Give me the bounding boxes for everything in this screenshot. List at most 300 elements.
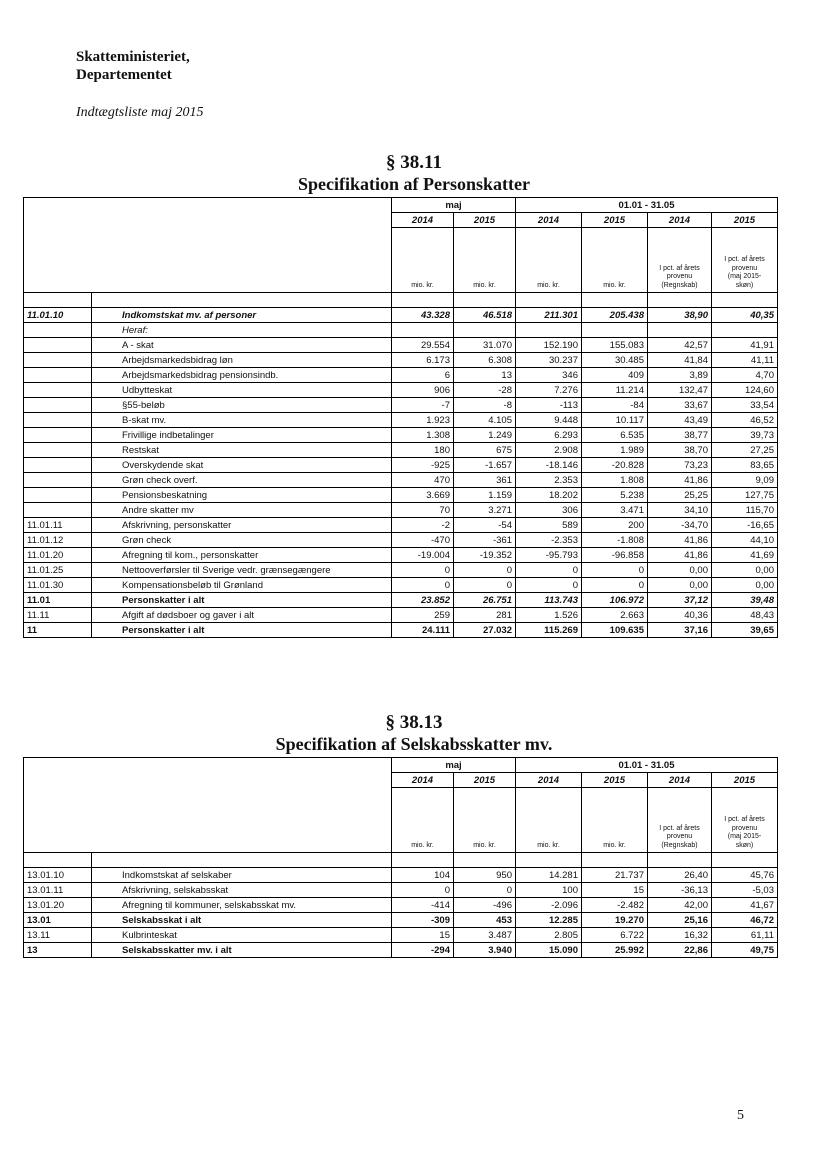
row-value: 16,32	[648, 928, 712, 943]
row-value: 43,49	[648, 413, 712, 428]
row-value: 33,67	[648, 398, 712, 413]
row-value: 6.173	[392, 353, 454, 368]
row-value: 39,48	[712, 593, 778, 608]
row-value: 61,11	[712, 928, 778, 943]
row-code	[24, 443, 92, 458]
row-value: 41,69	[712, 548, 778, 563]
row-value: 106.972	[582, 593, 648, 608]
row-value: 6	[392, 368, 454, 383]
row-code	[24, 368, 92, 383]
row-value: 40,35	[712, 308, 778, 323]
header-group-period: 01.01 - 31.05	[516, 758, 778, 773]
spacer-cell	[392, 293, 454, 308]
spacer-cell	[582, 293, 648, 308]
row-value: 306	[516, 503, 582, 518]
row-value: 9.448	[516, 413, 582, 428]
row-value: -28	[454, 383, 516, 398]
spacer-cell	[92, 293, 392, 308]
row-label: Nettooverførsler til Sverige vedr. grænsegængere	[92, 563, 392, 578]
header-year: 2015	[454, 773, 516, 788]
row-value: -925	[392, 458, 454, 473]
row-label: Personskatter i alt	[92, 623, 392, 638]
row-value: -1.657	[454, 458, 516, 473]
row-value: 39,73	[712, 428, 778, 443]
header-unit: mio. kr.	[454, 788, 516, 853]
row-code: 11.01	[24, 593, 92, 608]
row-value: 3.669	[392, 488, 454, 503]
row-value: 42,57	[648, 338, 712, 353]
row-value: 41,84	[648, 353, 712, 368]
row-value: 24.111	[392, 623, 454, 638]
header-year: 2014	[516, 213, 582, 228]
row-value: 0	[454, 578, 516, 593]
row-value: 26,40	[648, 868, 712, 883]
row-value: 12.285	[516, 913, 582, 928]
row-label: Selskabsskat i alt	[92, 913, 392, 928]
spacer-cell	[92, 853, 392, 868]
header-year: 2014	[392, 773, 454, 788]
row-value: 15.090	[516, 943, 582, 958]
row-value: 49,75	[712, 943, 778, 958]
row-value: 46,52	[712, 413, 778, 428]
row-value: 38,90	[648, 308, 712, 323]
row-value: 3.487	[454, 928, 516, 943]
row-value: -54	[454, 518, 516, 533]
table-row	[24, 428, 778, 443]
row-value: 113.743	[516, 593, 582, 608]
row-value: 9,09	[712, 473, 778, 488]
row-value: 361	[454, 473, 516, 488]
row-value: 0	[454, 883, 516, 898]
row-value: -470	[392, 533, 454, 548]
row-label: Arbejdsmarkedsbidrag pensionsindb.	[92, 368, 392, 383]
row-value: -113	[516, 398, 582, 413]
header-year: 2015	[712, 773, 778, 788]
row-value: 0	[392, 563, 454, 578]
row-value: 2.908	[516, 443, 582, 458]
row-value: 41,67	[712, 898, 778, 913]
table-row	[24, 548, 778, 563]
header-unit: mio. kr.	[516, 228, 582, 293]
row-value: 48,43	[712, 608, 778, 623]
table-row	[24, 608, 778, 623]
row-value: 44,10	[712, 533, 778, 548]
row-value: -19.004	[392, 548, 454, 563]
row-label: Personskatter i alt	[92, 593, 392, 608]
row-value: 0	[392, 578, 454, 593]
row-value: 205.438	[582, 308, 648, 323]
row-label: Indkomstskat mv. af personer	[92, 308, 392, 323]
row-value: 25,16	[648, 913, 712, 928]
row-value: 11.214	[582, 383, 648, 398]
row-label: Frivillige indbetalinger	[92, 428, 392, 443]
row-code	[24, 383, 92, 398]
row-value: -8	[454, 398, 516, 413]
table-row	[24, 323, 778, 338]
row-value: 7.276	[516, 383, 582, 398]
row-value: 0	[582, 578, 648, 593]
header-year: 2014	[648, 213, 712, 228]
row-label: Restskat	[92, 443, 392, 458]
row-value: 453	[454, 913, 516, 928]
header-unit: mio. kr.	[392, 788, 454, 853]
row-code: 13.01	[24, 913, 92, 928]
table-row	[24, 353, 778, 368]
table-row	[24, 503, 778, 518]
section1-heading	[0, 152, 828, 194]
row-label: A - skat	[92, 338, 392, 353]
row-value: -20.828	[582, 458, 648, 473]
row-value: -414	[392, 898, 454, 913]
row-value: -361	[454, 533, 516, 548]
header-year: 2015	[582, 773, 648, 788]
table-row	[24, 383, 778, 398]
row-value: 155.083	[582, 338, 648, 353]
row-value: -1.808	[582, 533, 648, 548]
row-code: 11.01.11	[24, 518, 92, 533]
row-value: 104	[392, 868, 454, 883]
row-value: 26.751	[454, 593, 516, 608]
table-row	[24, 458, 778, 473]
row-code	[24, 503, 92, 518]
row-label: Kompensationsbeløb til Grønland	[92, 578, 392, 593]
row-label: Udbytteskat	[92, 383, 392, 398]
row-code: 13.11	[24, 928, 92, 943]
row-value: 27,25	[712, 443, 778, 458]
spacer-cell	[24, 853, 92, 868]
row-value: 1.526	[516, 608, 582, 623]
row-value: 15	[582, 883, 648, 898]
row-value: 0	[516, 578, 582, 593]
header-blank	[24, 198, 392, 293]
row-value: 180	[392, 443, 454, 458]
row-code	[24, 338, 92, 353]
row-value: -84	[582, 398, 648, 413]
row-value	[392, 323, 454, 338]
row-value: -496	[454, 898, 516, 913]
row-value	[712, 323, 778, 338]
header-year: 2015	[582, 213, 648, 228]
table-row	[24, 883, 778, 898]
row-code: 13.01.20	[24, 898, 92, 913]
row-value: 38,70	[648, 443, 712, 458]
table-row	[24, 473, 778, 488]
header-group-period: 01.01 - 31.05	[516, 198, 778, 213]
row-value	[516, 323, 582, 338]
row-value: 70	[392, 503, 454, 518]
spacer-row	[24, 293, 778, 308]
row-value: -95.793	[516, 548, 582, 563]
row-value	[648, 323, 712, 338]
row-value: 115,70	[712, 503, 778, 518]
row-value: 132,47	[648, 383, 712, 398]
table-row	[24, 308, 778, 323]
row-label: Pensionsbeskatning	[92, 488, 392, 503]
section1-number: § 38.11	[386, 152, 442, 173]
spacer-cell	[582, 853, 648, 868]
row-value: -2.096	[516, 898, 582, 913]
row-value: 1.808	[582, 473, 648, 488]
spacer-cell	[712, 293, 778, 308]
header-blank	[24, 758, 392, 853]
section2-title: Specifikation af Selskabsskatter mv.	[275, 734, 553, 754]
row-value: -2.353	[516, 533, 582, 548]
row-value: 41,91	[712, 338, 778, 353]
row-value: 1.308	[392, 428, 454, 443]
table-row	[24, 443, 778, 458]
row-value: 470	[392, 473, 454, 488]
table-row	[24, 338, 778, 353]
row-value: 115.269	[516, 623, 582, 638]
row-value: 281	[454, 608, 516, 623]
row-code	[24, 353, 92, 368]
row-value: 1.249	[454, 428, 516, 443]
row-label: Afskrivning, personskatter	[92, 518, 392, 533]
row-label: Afregning til kommuner, selskabsskat mv.	[92, 898, 392, 913]
header-unit: mio. kr.	[454, 228, 516, 293]
personskatter-table	[23, 197, 778, 638]
row-value	[582, 323, 648, 338]
spacer-cell	[392, 853, 454, 868]
row-value: 0,00	[712, 578, 778, 593]
ministry-header	[76, 48, 190, 84]
row-value: 211.301	[516, 308, 582, 323]
row-code: 11.01.20	[24, 548, 92, 563]
row-value: 30.237	[516, 353, 582, 368]
row-code: 13	[24, 943, 92, 958]
header-pct-skon: I pct. af årets provenu (maj 2015- skøn)	[712, 228, 778, 293]
row-value: 41,86	[648, 533, 712, 548]
row-value: -16,65	[712, 518, 778, 533]
row-value: -19.352	[454, 548, 516, 563]
row-value: 2.353	[516, 473, 582, 488]
row-value: 906	[392, 383, 454, 398]
spacer-cell	[516, 853, 582, 868]
header-pct-regnskab: I pct. af årets provenu (Regnskab)	[648, 228, 712, 293]
row-value: 2.805	[516, 928, 582, 943]
row-value: -5,03	[712, 883, 778, 898]
spacer-row	[24, 853, 778, 868]
row-value: 30.485	[582, 353, 648, 368]
row-value: 43.328	[392, 308, 454, 323]
row-value: 6.293	[516, 428, 582, 443]
row-value: 0,00	[712, 563, 778, 578]
row-value: 41,11	[712, 353, 778, 368]
row-value: 1.159	[454, 488, 516, 503]
row-value: 346	[516, 368, 582, 383]
header-group-may: maj	[392, 198, 516, 213]
header-year: 2014	[648, 773, 712, 788]
table-row	[24, 368, 778, 383]
row-code	[24, 458, 92, 473]
row-value: 6.308	[454, 353, 516, 368]
row-value: 40,36	[648, 608, 712, 623]
row-value: 41,86	[648, 548, 712, 563]
row-code	[24, 488, 92, 503]
row-value: 100	[516, 883, 582, 898]
row-code: 11	[24, 623, 92, 638]
row-value: -7	[392, 398, 454, 413]
page-number: 5	[737, 1108, 744, 1123]
row-label: Indkomstskat af selskaber	[92, 868, 392, 883]
row-code	[24, 323, 92, 338]
row-value: -2	[392, 518, 454, 533]
header-unit: mio. kr.	[582, 788, 648, 853]
table-row	[24, 413, 778, 428]
row-value: 10.117	[582, 413, 648, 428]
row-value: 2.663	[582, 608, 648, 623]
row-label: Selskabsskatter mv. i alt	[92, 943, 392, 958]
row-value: -2.482	[582, 898, 648, 913]
row-value: 15	[392, 928, 454, 943]
row-label: B-skat mv.	[92, 413, 392, 428]
spacer-cell	[712, 853, 778, 868]
row-value: 259	[392, 608, 454, 623]
header-group-may: maj	[392, 758, 516, 773]
row-value: -309	[392, 913, 454, 928]
row-value: 83,65	[712, 458, 778, 473]
table-row	[24, 623, 778, 638]
spacer-cell	[648, 853, 712, 868]
selskabsskatter-table	[23, 757, 778, 958]
row-code: 13.01.10	[24, 868, 92, 883]
row-value: 1.989	[582, 443, 648, 458]
row-value: 0,00	[648, 563, 712, 578]
row-value: -18.146	[516, 458, 582, 473]
row-value: 34,10	[648, 503, 712, 518]
row-label: Kulbrinteskat	[92, 928, 392, 943]
row-value: 409	[582, 368, 648, 383]
header-group-row	[24, 758, 778, 773]
row-value: 6.535	[582, 428, 648, 443]
row-value: 124,60	[712, 383, 778, 398]
row-code	[24, 473, 92, 488]
department-name: Departementet	[76, 67, 172, 83]
table-row	[24, 488, 778, 503]
row-value: 675	[454, 443, 516, 458]
row-label: Overskydende skat	[92, 458, 392, 473]
row-code: 11.01.10	[24, 308, 92, 323]
spacer-cell	[24, 293, 92, 308]
table-row	[24, 563, 778, 578]
section2-heading	[0, 712, 828, 754]
row-value: 46,72	[712, 913, 778, 928]
row-value: 19.270	[582, 913, 648, 928]
row-value: 41,86	[648, 473, 712, 488]
spacer-cell	[454, 853, 516, 868]
row-label: Heraf:	[92, 323, 392, 338]
row-value: 13	[454, 368, 516, 383]
row-value: 21.737	[582, 868, 648, 883]
row-value: 3,89	[648, 368, 712, 383]
row-value: 73,23	[648, 458, 712, 473]
table-row	[24, 898, 778, 913]
document-subtitle: Indtægtsliste maj 2015	[76, 105, 204, 120]
row-value: 6.722	[582, 928, 648, 943]
header-pct-regnskab: I pct. af årets provenu (Regnskab)	[648, 788, 712, 853]
row-value: 0	[582, 563, 648, 578]
row-value: 22,86	[648, 943, 712, 958]
row-value: 152.190	[516, 338, 582, 353]
table-row	[24, 928, 778, 943]
row-value: 1.923	[392, 413, 454, 428]
section1-title: Specifikation af Personskatter	[298, 174, 530, 194]
row-value: 127,75	[712, 488, 778, 503]
header-unit: mio. kr.	[392, 228, 454, 293]
row-value: 3.471	[582, 503, 648, 518]
row-value: 46.518	[454, 308, 516, 323]
ministry-name: Skatteministeriet,	[76, 49, 190, 65]
row-code: 13.01.11	[24, 883, 92, 898]
table-row	[24, 943, 778, 958]
row-value: 38,77	[648, 428, 712, 443]
header-year: 2015	[454, 213, 516, 228]
row-label: Afregning til kom., personskatter	[92, 548, 392, 563]
row-value: 31.070	[454, 338, 516, 353]
row-label: §55-beløb	[92, 398, 392, 413]
row-value: 42,00	[648, 898, 712, 913]
table-row	[24, 913, 778, 928]
row-value: 3.940	[454, 943, 516, 958]
row-value	[454, 323, 516, 338]
row-value: 200	[582, 518, 648, 533]
row-code: 11.01.30	[24, 578, 92, 593]
row-value: 950	[454, 868, 516, 883]
header-year: 2014	[516, 773, 582, 788]
header-unit: mio. kr.	[582, 228, 648, 293]
row-value: -96.858	[582, 548, 648, 563]
row-value: 0	[454, 563, 516, 578]
table-row	[24, 593, 778, 608]
row-value: 0	[516, 563, 582, 578]
header-pct-skon: I pct. af årets provenu (maj 2015- skøn)	[712, 788, 778, 853]
row-code	[24, 428, 92, 443]
row-label: Grøn check overf.	[92, 473, 392, 488]
row-value: 5.238	[582, 488, 648, 503]
table-row	[24, 533, 778, 548]
row-value: 589	[516, 518, 582, 533]
header-unit: mio. kr.	[516, 788, 582, 853]
row-value: 29.554	[392, 338, 454, 353]
row-code	[24, 413, 92, 428]
row-value: 25.992	[582, 943, 648, 958]
row-value: 14.281	[516, 868, 582, 883]
table-row	[24, 398, 778, 413]
spacer-cell	[454, 293, 516, 308]
row-label: Arbejdsmarkedsbidrag løn	[92, 353, 392, 368]
row-value: 27.032	[454, 623, 516, 638]
row-value: 18.202	[516, 488, 582, 503]
row-label: Andre skatter mv	[92, 503, 392, 518]
row-code	[24, 398, 92, 413]
table-row	[24, 518, 778, 533]
spacer-cell	[516, 293, 582, 308]
row-value: 45,76	[712, 868, 778, 883]
row-value: -294	[392, 943, 454, 958]
row-value: -34,70	[648, 518, 712, 533]
row-label: Afgift af dødsboer og gaver i alt	[92, 608, 392, 623]
row-code: 11.01.25	[24, 563, 92, 578]
row-value: 39,65	[712, 623, 778, 638]
row-value: 4.105	[454, 413, 516, 428]
row-value: 4,70	[712, 368, 778, 383]
row-value: 23.852	[392, 593, 454, 608]
table-row	[24, 578, 778, 593]
row-value: 3.271	[454, 503, 516, 518]
row-value: 0,00	[648, 578, 712, 593]
header-year: 2014	[392, 213, 454, 228]
row-value: 33,54	[712, 398, 778, 413]
